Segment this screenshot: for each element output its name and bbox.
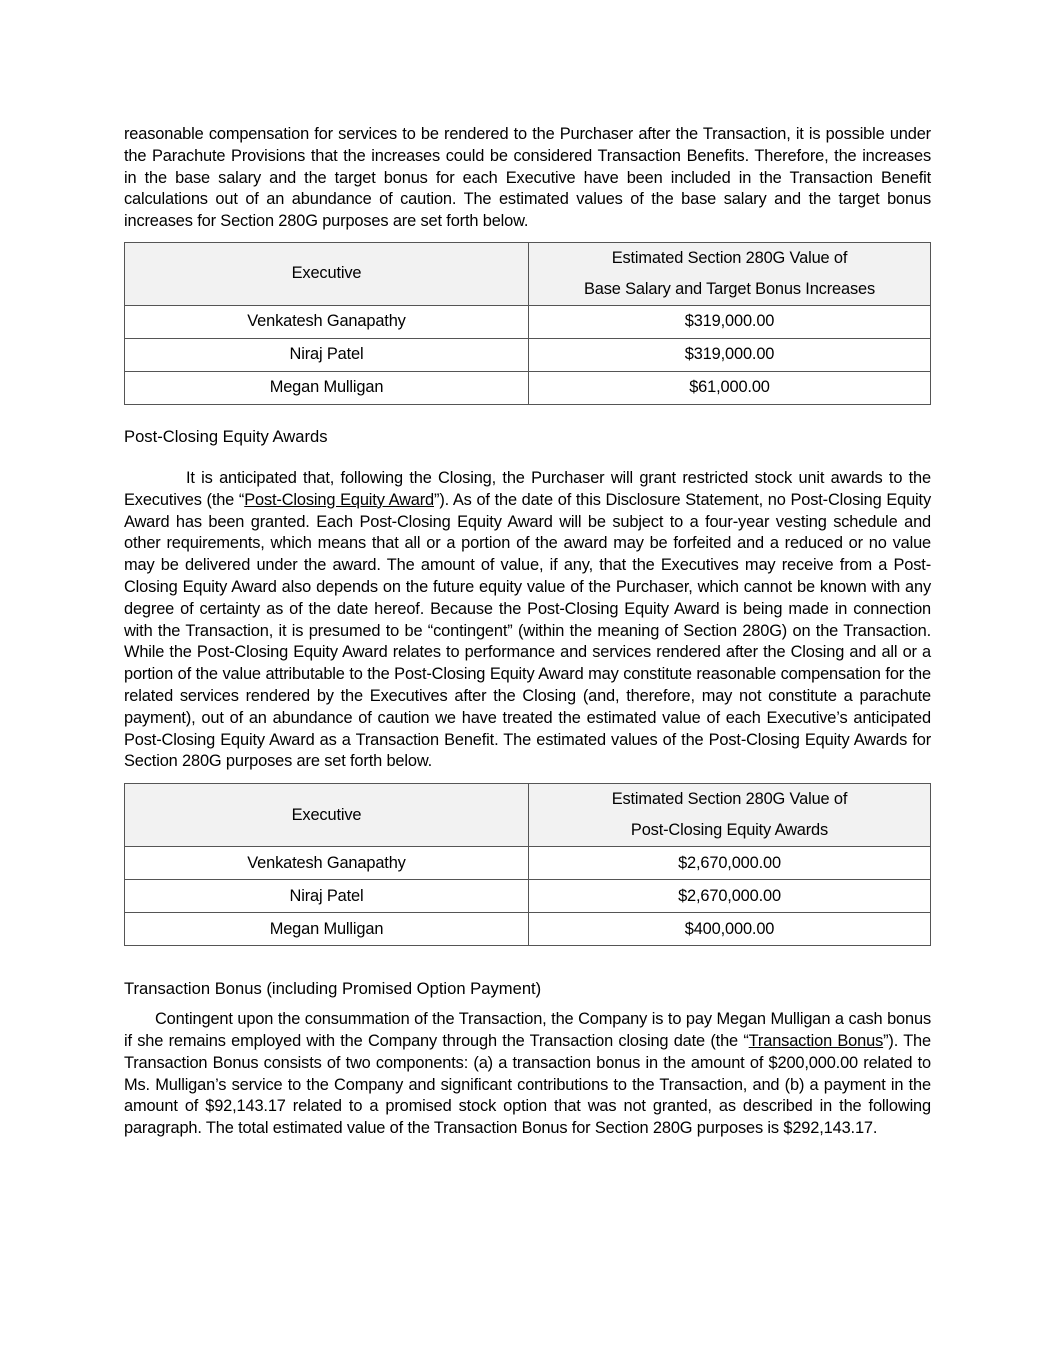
value-column-header [529, 242, 931, 305]
executive-value: $319,000.00 [529, 338, 931, 371]
executive-name: Niraj Patel [125, 338, 529, 371]
executive-column-header: Executive [125, 784, 529, 847]
executive-value: $2,670,000.00 [529, 880, 931, 913]
executive-name: Megan Mulligan [125, 913, 529, 946]
post-closing-equity-table [124, 783, 931, 946]
table-row [125, 847, 931, 880]
paragraph-text: Contingent upon the consummation of the Transaction, the Company is to pay Megan Mulligan a cash bonus if she remains employed with the Company through the Transaction closing date (the “ [124, 1010, 931, 1050]
table-header-row [125, 242, 931, 305]
table-row [125, 880, 931, 913]
value-header-line2: Post-Closing Equity Awards [630, 821, 829, 840]
paragraph-text: ”). As of the date of this Disclosure Statement, no Post-Closing Equity Award has been granted. Each Post-Closing Equity Award will be subject to a four-year vesting schedule and other requirements, which means that all or a portion of the award may be forfeited and a reduced or no value may be delivered under the award. The amount of value, if any, that the Executives may receive from a Post-Closing Equity Award also depends on the future equity value of the Purchaser, which cannot be known with any degree of certainty as of the date hereof. Because the Post-Closing Equity Award is being made in connection with the Transaction, it is presumed to be “contingent” (within the meaning of Section 280G) on the Transaction. While the Post-Closing Equity Award relates to performance and services rendered after the Closing and all or a portion of the value attributable to the Post-Closing Equity Award may constitute reasonable compensation for the related services rendered by the Executives after the Closing (and, therefore, may not constitute a parachute payment), out of an abundance of caution we have treated the estimated value of each Executive’s anticipated Post-Closing Equity Award as a Transaction Benefit. The estimated values of the Post-Closing Equity Awards for Section 280G purposes are set forth below. [124, 490, 932, 771]
table-row [125, 305, 931, 338]
intro-paragraph: reasonable compensation for services to be rendered to the Purchaser after the Transaction, it is possible under the Parachute Provisions that the increases could be considered Transaction Benefits. Therefore, the increases in the base salary and the target bonus for each Executive have been included in the Transaction Benefit calculations out of an abundance of caution. The estimated values of the base salary and the target bonus increases for Section 280G purposes are set forth below. [124, 125, 931, 231]
executive-name: Venkatesh Ganapathy [125, 305, 529, 338]
executive-value: $400,000.00 [529, 913, 931, 946]
value-header-line1: Estimated Section 280G Value of [611, 248, 848, 267]
executive-value: $319,000.00 [529, 305, 931, 338]
paragraph-text: ”). The Transaction Bonus consists of two components: (a) a transaction bonus in the amount of $200,000.00 related to Ms. Mulligan’s service to the Company and significant contributions to the Transaction, and (b) a payment in the amount of $92,143.17 related to a promised stock option that was not granted, as described in the following paragraph. The total estimated value of the Transaction Bonus for Section 280G purposes is $292,143.17. [124, 1031, 931, 1138]
table-row [125, 371, 931, 404]
document-page [124, 124, 931, 1140]
executive-name: Megan Mulligan [125, 371, 529, 404]
table-row [125, 913, 931, 946]
defined-term-transaction-bonus: Transaction Bonus [748, 1031, 884, 1050]
transaction-bonus-paragraph [124, 1009, 931, 1140]
value-header-line2: Base Salary and Target Bonus Increases [583, 279, 876, 298]
executive-name: Niraj Patel [125, 880, 529, 913]
table-row [125, 338, 931, 371]
paragraph-text: It is anticipated that, following the Closing, the Purchaser will grant restricted stock unit awards to the Executives (the “ [124, 468, 931, 509]
section-heading-post-closing-equity-awards: Post-Closing Equity Awards [124, 426, 328, 446]
base-salary-bonus-table [124, 242, 931, 405]
value-header-line1: Estimated Section 280G Value of [611, 790, 848, 809]
section-heading-transaction-bonus: Transaction Bonus (including Promised Option Payment) [124, 979, 542, 999]
executive-column-header: Executive [125, 242, 529, 305]
post-closing-equity-paragraph [124, 468, 931, 773]
executive-value: $61,000.00 [529, 371, 931, 404]
value-column-header [529, 784, 931, 847]
executive-value: $2,670,000.00 [529, 847, 931, 880]
defined-term-post-closing-equity-award: Post-Closing Equity Award [244, 490, 435, 509]
executive-name: Venkatesh Ganapathy [125, 847, 529, 880]
table-header-row [125, 784, 931, 847]
